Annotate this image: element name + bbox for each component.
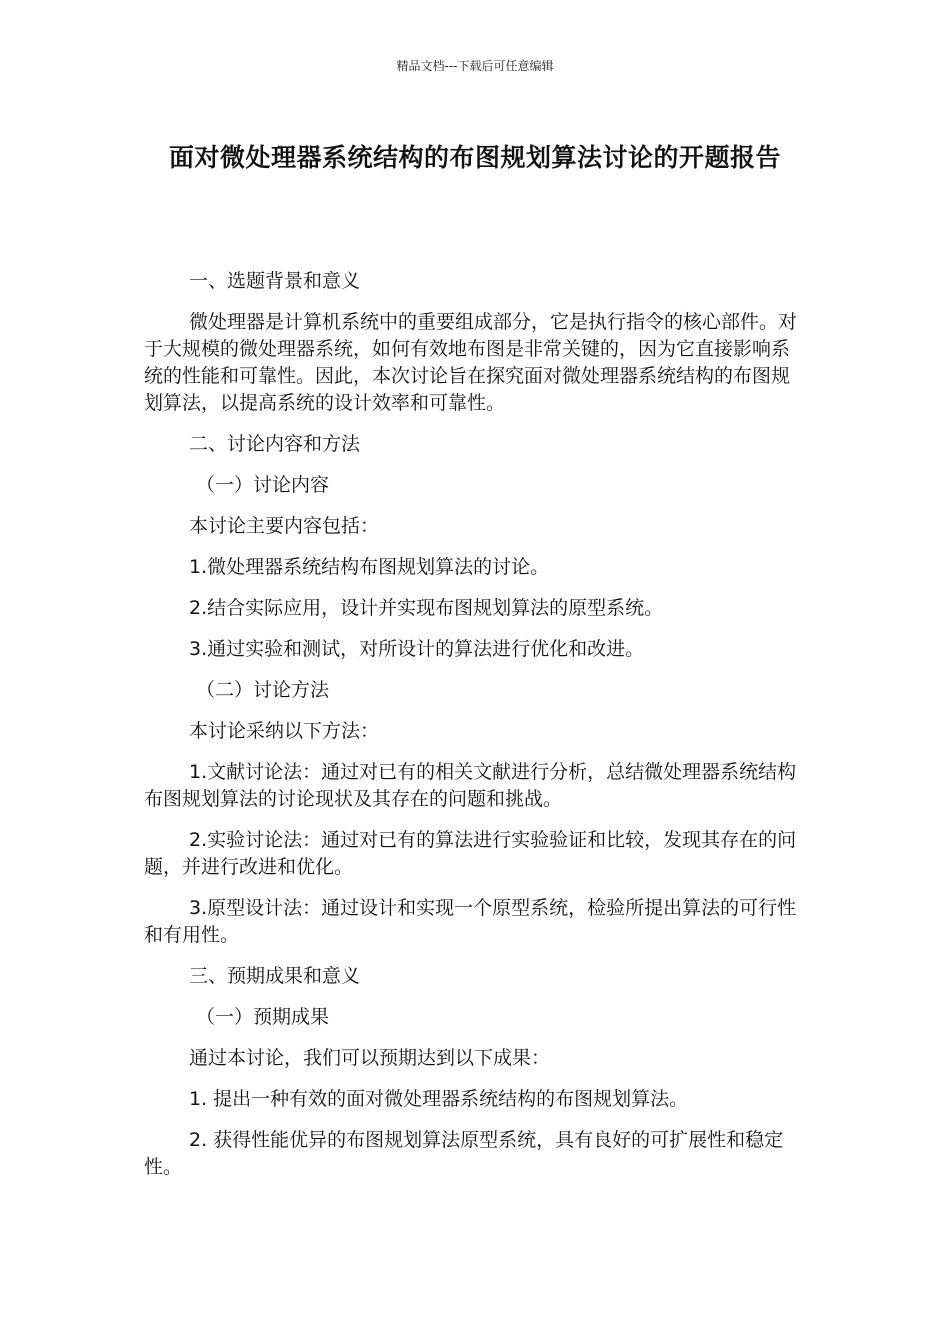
list-item: 2.结合实际应用，设计并实现布图规划算法的原型系统。 xyxy=(189,597,664,619)
section-heading: 三、预期成果和意义 xyxy=(189,965,361,987)
list-item: 1.文献讨论法：通过对已有的相关文献进行分析，总结微处理器系统结构布图规划算法的讨论现状及其存在的问题和挑战。 xyxy=(144,761,797,810)
paragraph: 本讨论采纳以下方法： xyxy=(189,720,380,742)
page-header: 精品文档---下载后可任意编辑 xyxy=(396,59,554,73)
subsection-heading: （一）讨论内容 xyxy=(196,474,330,496)
list-item: 1. 提出一种有效的面对微处理器系统结构的布图规划算法。 xyxy=(189,1088,689,1110)
list-item: 1.微处理器系统结构布图规划算法的讨论。 xyxy=(189,556,550,578)
document-body xyxy=(144,268,798,1195)
subsection-heading: （一）预期成果 xyxy=(196,1006,330,1028)
document-title: 面对微处理器系统结构的布图规划算法讨论的开题报告 xyxy=(168,143,781,172)
paragraph: 微处理器是计算机系统中的重要组成部分，它是执行指令的核心部件。对于大规模的微处理器系统，如何有效地布图是非常关键的，因为它直接影响系统的性能和可靠性。因此，本次讨论旨在探究面对微处理器系统结构的布图规划算法，以提高系统的设计效率和可靠性。 xyxy=(144,311,798,414)
section-heading: 二、讨论内容和方法 xyxy=(189,433,361,455)
list-item: 2. 获得性能优异的布图规划算法原型系统，具有良好的可扩展性和稳定性。 xyxy=(144,1129,784,1178)
subsection-heading: （二）讨论方法 xyxy=(196,679,330,701)
paragraph: 通过本讨论，我们可以预期达到以下成果： xyxy=(189,1047,551,1069)
list-item: 3.通过实验和测试，对所设计的算法进行优化和改进。 xyxy=(189,638,645,660)
list-item: 2.实验讨论法：通过对已有的算法进行实验验证和比较，发现其存在的问题，并进行改进和优化。 xyxy=(144,829,797,878)
paragraph: 本讨论主要内容包括： xyxy=(189,515,380,537)
list-item: 3.原型设计法：通过设计和实现一个原型系统，检验所提出算法的可行性和有用性。 xyxy=(144,897,797,946)
section-heading: 一、选题背景和意义 xyxy=(189,270,361,292)
